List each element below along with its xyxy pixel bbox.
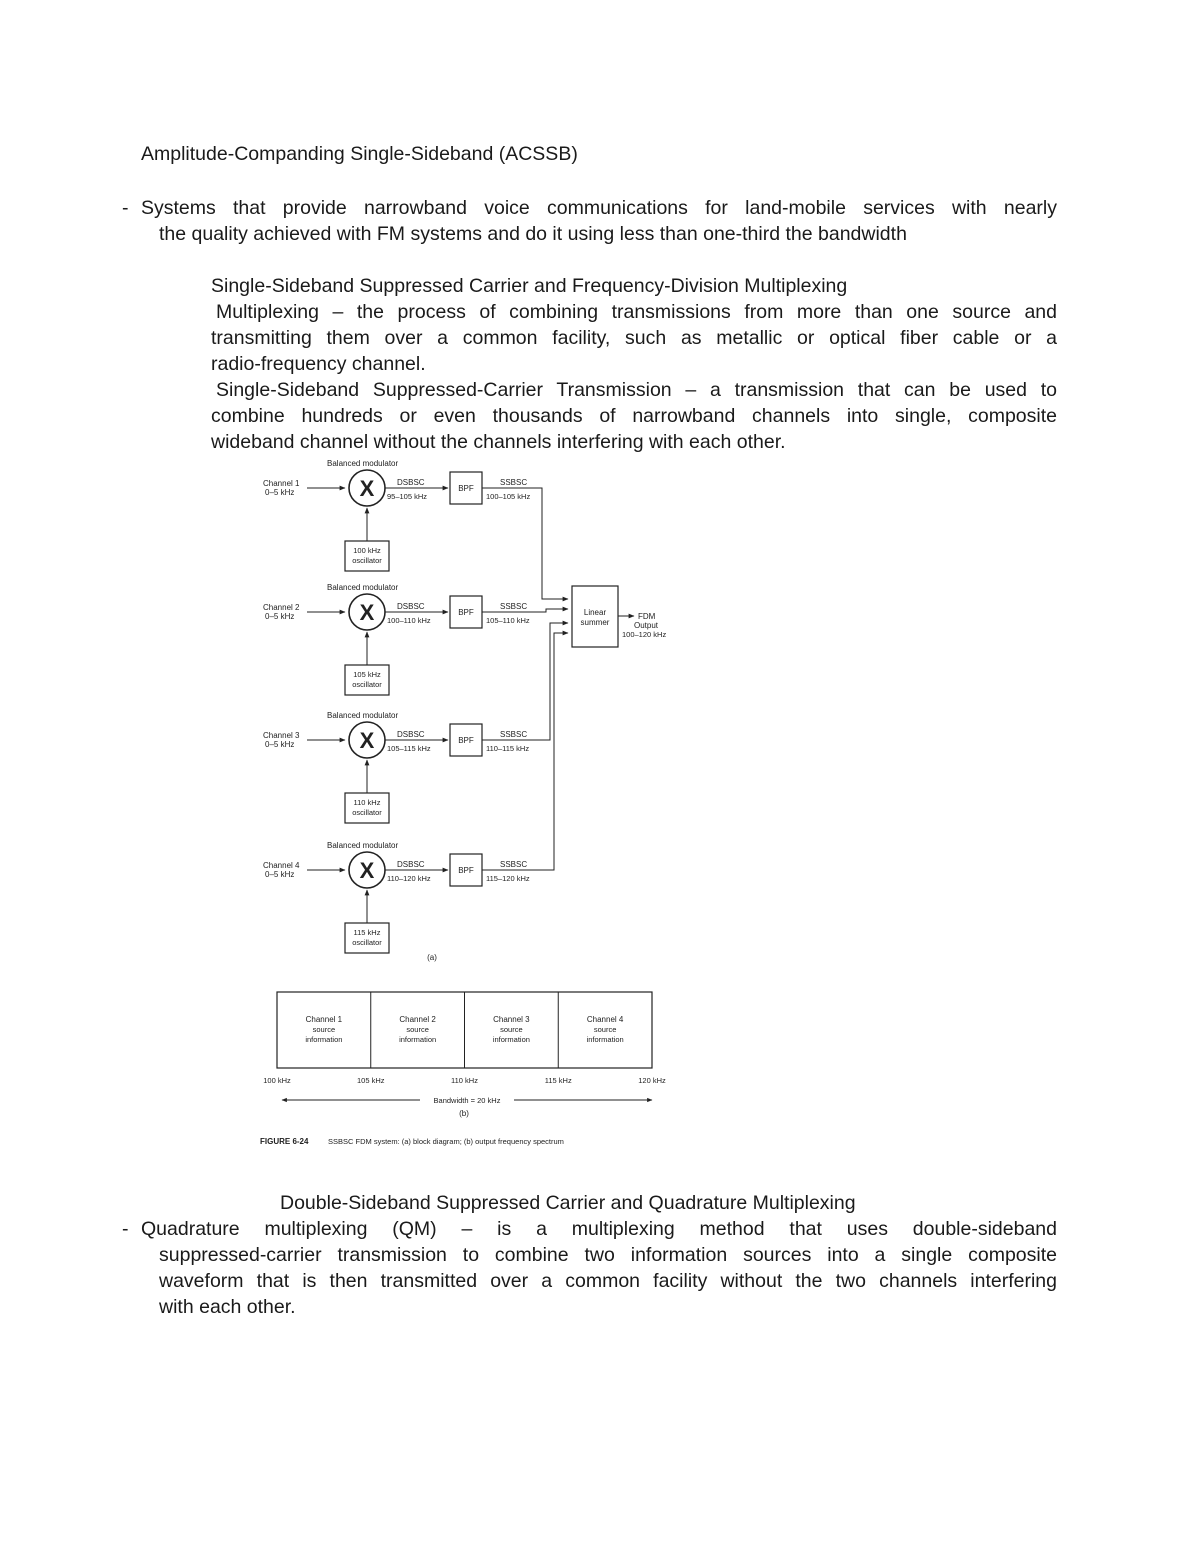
frequency-tick-label: 120 kHz <box>638 1076 666 1085</box>
ssbsc-label: SSBSC <box>500 478 528 487</box>
channel-input-range: 0–5 kHz <box>265 612 295 621</box>
dsbsc-range: 110–120 kHz <box>387 874 431 883</box>
oscillator-frequency: 115 kHz <box>353 928 381 937</box>
spectrum-info-label: information <box>586 1035 624 1044</box>
oscillator-frequency: 100 kHz <box>353 546 381 555</box>
bpf-label: BPF <box>458 608 474 617</box>
balanced-modulator-label: Balanced modulator <box>327 841 399 850</box>
multiplier-symbol: X <box>359 858 375 883</box>
frequency-tick-label: 115 kHz <box>544 1076 572 1085</box>
summer-label: Linear <box>583 608 607 617</box>
frequency-tick-label: 110 kHz <box>451 1076 478 1085</box>
multiplier-symbol: X <box>359 476 375 501</box>
ssbsc-fdm-diagram <box>232 455 692 1155</box>
spectrum-channel-label: Channel 4 <box>586 1015 624 1024</box>
channel-input-range: 0–5 kHz <box>265 740 295 749</box>
multiplexing-definition-line: transmitting them over a common facility, such as metallic or optical fiber cable or a <box>211 327 1057 349</box>
spectrum-info-label: information <box>492 1035 530 1044</box>
spectrum-info-label: information <box>305 1035 343 1044</box>
dsbsc-range: 105–115 kHz <box>387 744 431 753</box>
channel-input-label: Channel 4 <box>263 861 300 870</box>
block-diagram-label: (a) <box>427 953 437 962</box>
spectrum-info-label: information <box>399 1035 437 1044</box>
oscillator-label: oscillator <box>352 680 382 689</box>
dsbsc-label: DSBSC <box>397 478 425 487</box>
dsbsc-range: 95–105 kHz <box>387 492 428 501</box>
heading-dsbsc-qm: Double-Sideband Suppressed Carrier and Quadrature Multiplexing <box>280 1192 856 1214</box>
oscillator-label: oscillator <box>352 556 382 565</box>
ssbsc-to-summer-line <box>482 623 568 740</box>
qm-definition-line: waveform that is then transmitted over a common facility without the two channels interfering <box>159 1270 1057 1292</box>
spectrum-channel-label: Channel 2 <box>399 1015 436 1024</box>
channel-input-label: Channel 1 <box>263 479 300 488</box>
ssbsc-label: SSBSC <box>500 860 528 869</box>
ssbsc-range: 105–110 kHz <box>486 616 530 625</box>
ssbsc-definition-line: Single-Sideband Suppressed-Carrier Transmission – a transmission that can be used to <box>216 379 1057 401</box>
channel-input-label: Channel 2 <box>263 603 300 612</box>
fdm-output-range: 100–120 kHz <box>622 630 667 639</box>
multiplier-symbol: X <box>359 600 375 625</box>
ssbsc-range: 100–105 kHz <box>486 492 531 501</box>
dsbsc-label: DSBSC <box>397 602 425 611</box>
acssb-description-line: Systems that provide narrowband voice communications for land-mobile services with nearly <box>141 197 1057 219</box>
dsbsc-label: DSBSC <box>397 860 425 869</box>
dsbsc-range: 100–110 kHz <box>387 616 431 625</box>
figure-ssbsc-fdm-system <box>232 455 692 1155</box>
spectrum-source-label: source <box>500 1025 523 1034</box>
bullet-marker: - <box>122 1218 129 1240</box>
fdm-output-label: FDM <box>638 612 656 621</box>
qm-definition-line: Quadrature multiplexing (QM) – is a multiplexing method that uses double-sideband <box>141 1218 1057 1240</box>
qm-definition-line: with each other. <box>159 1296 296 1318</box>
ssbsc-definition-line: wideband channel without the channels interfering with each other. <box>211 431 786 453</box>
oscillator-frequency: 110 kHz <box>353 798 381 807</box>
ssbsc-label: SSBSC <box>500 602 528 611</box>
ssbsc-range: 110–115 kHz <box>486 744 530 753</box>
spectrum-source-label: source <box>406 1025 429 1034</box>
figure-caption-text: SSBSC FDM system: (a) block diagram; (b) output frequency spectrum <box>328 1137 564 1146</box>
channel-input-range: 0–5 kHz <box>265 870 295 879</box>
bpf-label: BPF <box>458 736 474 745</box>
heading-ssbsc-fdm: Single-Sideband Suppressed Carrier and Frequency-Division Multiplexing <box>211 275 848 297</box>
multiplier-symbol: X <box>359 728 375 753</box>
oscillator-label: oscillator <box>352 938 382 947</box>
multiplexing-definition-line: radio-frequency channel. <box>211 353 426 375</box>
balanced-modulator-label: Balanced modulator <box>327 583 399 592</box>
bullet-marker: - <box>122 197 129 219</box>
fdm-output-label: Output <box>634 621 659 630</box>
oscillator-label: oscillator <box>352 808 382 817</box>
dsbsc-label: DSBSC <box>397 730 425 739</box>
acssb-description-line: the quality achieved with FM systems and do it using less than one-third the bandwidth <box>159 223 907 245</box>
bpf-label: BPF <box>458 484 474 493</box>
spectrum-source-label: source <box>593 1025 617 1034</box>
multiplexing-definition-line: Multiplexing – the process of combining transmissions from more than one source and <box>216 301 1057 323</box>
bpf-label: BPF <box>458 866 474 875</box>
ssbsc-to-summer-line <box>482 488 568 599</box>
spectrum-label: (b) <box>459 1109 469 1118</box>
bandwidth-label: Bandwidth = 20 kHz <box>433 1096 501 1105</box>
frequency-tick-label: 105 kHz <box>356 1076 385 1085</box>
channel-input-label: Channel 3 <box>263 731 300 740</box>
ssbsc-label: SSBSC <box>500 730 528 739</box>
ssbsc-definition-line: combine hundreds or even thousands of narrowband channels into single, composite <box>211 405 1057 427</box>
balanced-modulator-label: Balanced modulator <box>327 459 399 468</box>
spectrum-source-label: source <box>312 1025 336 1034</box>
spectrum-channel-label: Channel 1 <box>305 1015 343 1024</box>
ssbsc-range: 115–120 kHz <box>486 874 530 883</box>
spectrum-channel-label: Channel 3 <box>493 1015 530 1024</box>
summer-label: summer <box>580 618 610 627</box>
figure-caption-number: FIGURE 6-24 <box>260 1137 309 1146</box>
heading-acssb: Amplitude-Companding Single-Sideband (ACSSB) <box>141 143 578 165</box>
qm-definition-line: suppressed-carrier transmission to combine two information sources into a single composite <box>159 1244 1057 1266</box>
balanced-modulator-label: Balanced modulator <box>327 711 399 720</box>
channel-input-range: 0–5 kHz <box>265 488 295 497</box>
oscillator-frequency: 105 kHz <box>353 670 381 679</box>
frequency-tick-label: 100 kHz <box>263 1076 291 1085</box>
